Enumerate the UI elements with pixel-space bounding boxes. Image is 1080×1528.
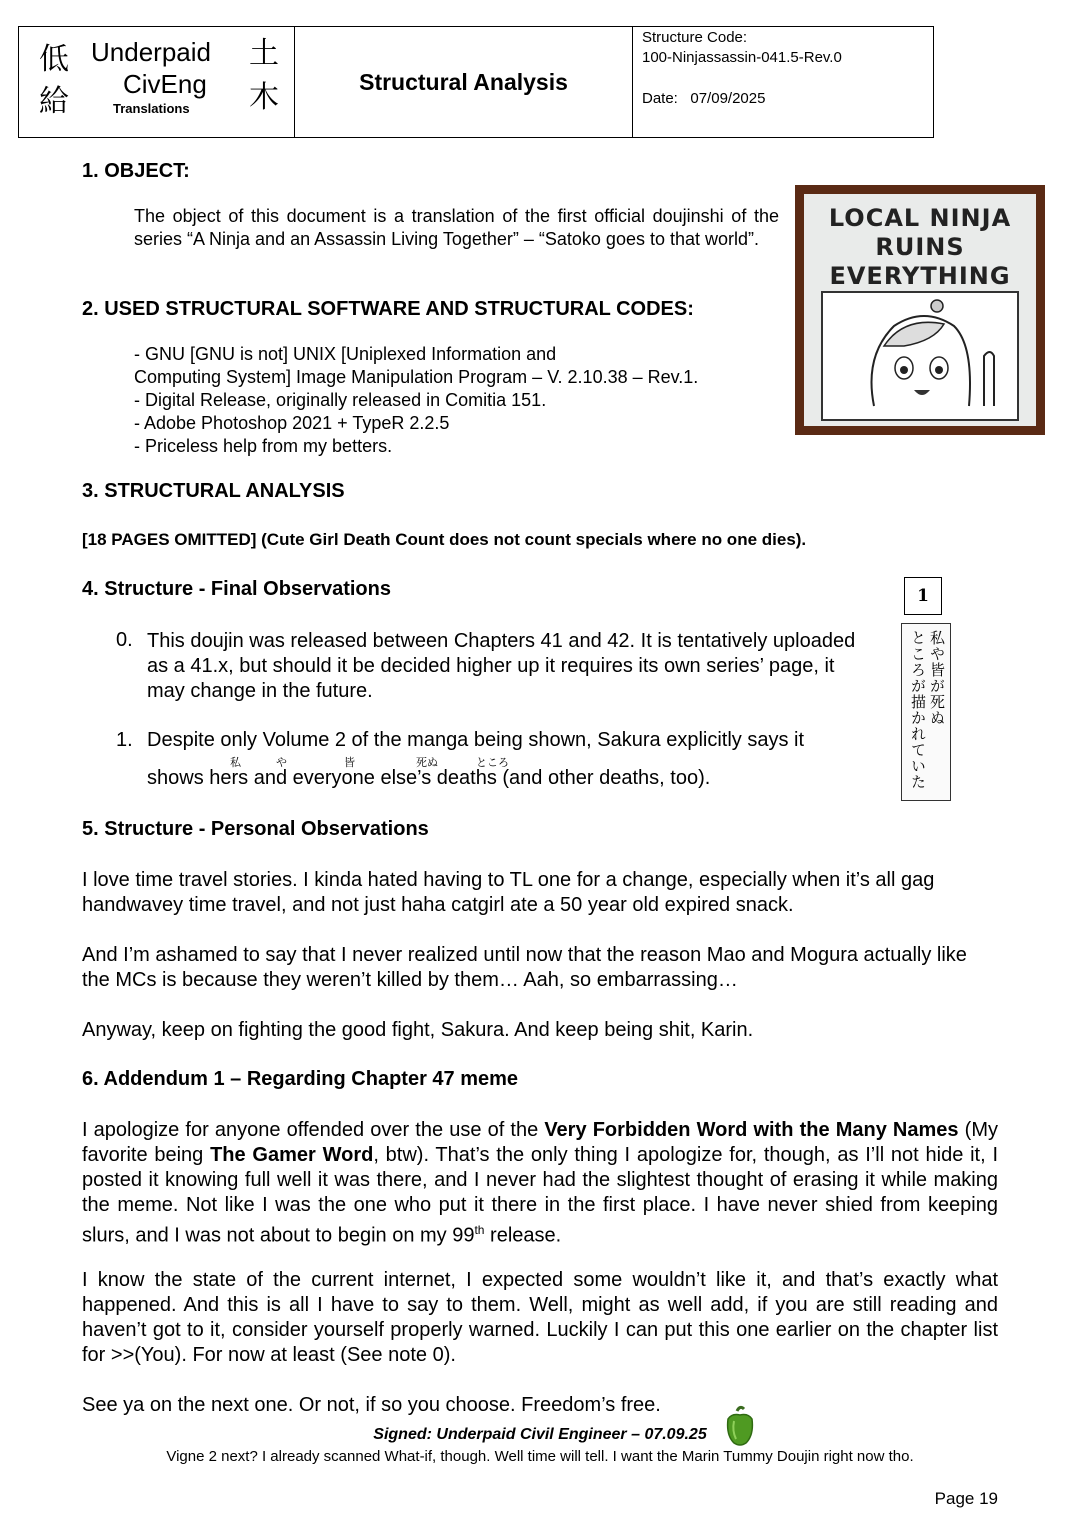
omitted-pages-note: [18 PAGES OMITTED] (Cute Girl Death Count does not count specials where no one dies).	[82, 530, 807, 549]
japanese-note-strip	[901, 623, 951, 801]
addendum-paragraph: I know the state of the current internet, I expected some wouldn’t like it, and that’s exactly what happened. And this is all I have to say to them. Well, might as well add, if you are still reading and haven’t got to it, consider yourself properly warned. Luckily I can put this one earlier on the chapter list for >>(You). For now at least (See note 0).	[82, 1269, 998, 1366]
japanese-note-column: 私や皆が死ぬ	[928, 630, 946, 726]
manga-panel-inner	[804, 194, 1036, 426]
ruby-text: 皆	[344, 756, 355, 769]
personal-observation-paragraph: I love time travel stories. I kinda hated having to TL one for a change, especially when it’s all gag handwavey time travel, and not just haha catgirl ate a 50 year old expired snack.	[82, 869, 935, 916]
ruby-text: や	[276, 756, 287, 769]
logo-text-line3: Translations	[113, 101, 190, 116]
personal-observation-paragraph: And I’m ashamed to say that I never realized until now that the reason Mao and Mogura actually like the MCs is because they weren’t killed by them… Aah, so embarrassing…	[82, 944, 967, 991]
structure-code-label: Structure Code:	[642, 29, 748, 46]
personal-observation-paragraph: Anyway, keep on fighting the good fight, Sakura. And keep being shit, Karin.	[82, 1019, 754, 1041]
software-item: - Adobe Photoshop 2021 + TypeR 2.2.5	[134, 413, 450, 433]
ordinal-suffix: th	[474, 1223, 485, 1237]
logo-kanji: 給	[39, 84, 69, 119]
document-header	[18, 26, 934, 138]
date-label: Date:	[642, 90, 678, 107]
logo-block	[19, 27, 295, 137]
observation-1-line1: Despite only Volume 2 of the manga being shown, Sakura explicitly says it	[147, 729, 805, 751]
panel-caption-line1: LOCAL NINJA	[828, 204, 1012, 232]
panel-caption-line2: RUINS	[875, 233, 965, 261]
panel-caption	[804, 204, 1036, 291]
addendum-text: , btw). That’s the only thing I apologize for, though, as I’ll not hide it, I posted it knowing full well it was there, and I never had the slightest thought of erasing it while making the meme. Not like I was the one who put it there in the first place. I have never shied from keeping slurs, and I was not about to begin on my 99	[82, 1144, 998, 1247]
software-list	[134, 343, 794, 458]
addendum-bold-text: Very Forbidden Word with the Many Names	[544, 1119, 959, 1141]
logo-text-line1: Underpaid	[91, 37, 211, 67]
section-2-heading: 2. USED STRUCTURAL SOFTWARE AND STRUCTURAL CODES:	[82, 298, 694, 320]
logo-kanji: 木	[249, 80, 279, 115]
software-item: - Digital Release, originally released in Comitia 151.	[134, 390, 547, 410]
ruby-text: ところ	[476, 756, 509, 769]
observation-1-number: 1.	[116, 729, 133, 751]
section-5-heading: 5. Structure - Personal Observations	[82, 818, 429, 840]
observation-0-number: 0.	[116, 629, 133, 651]
software-item: Computing System] Image Manipulation Program – V. 2.10.38 – Rev.1.	[134, 367, 699, 387]
observation-1-line2: shows hers and everyone else’s deaths (and other deaths, too).	[147, 767, 711, 789]
note-number-box: 1	[904, 577, 942, 615]
section-3-heading: 3. STRUCTURAL ANALYSIS	[82, 480, 345, 502]
code-block	[633, 27, 933, 137]
document-title: Structural Analysis	[359, 68, 568, 95]
title-block	[295, 27, 633, 137]
software-item: - Priceless help from my betters.	[134, 436, 393, 456]
addendum-bold-text: The Gamer Word	[210, 1144, 374, 1166]
date-value: 07/09/2025	[690, 90, 766, 107]
panel-caption-line3: EVERYTHING	[829, 262, 1011, 290]
closing-line: See ya on the next one. Or not, if so you choose. Freedom’s free.	[82, 1394, 661, 1416]
signature: Signed: Underpaid Civil Engineer – 07.09.25	[373, 1426, 707, 1443]
date-line	[642, 90, 765, 107]
logo-kanji: 低	[39, 42, 69, 77]
addendum-text: I apologize for anyone offended over the use of the	[82, 1119, 545, 1141]
footer-note: Vigne 2 next? I already scanned What-if, though. Well time will tell. I want the Marin Tummy Doujin right now tho.	[166, 1448, 914, 1465]
section-1-text: The object of this document is a translation of the first official doujinshi of the series “A Ninja and an Assassin Living Together” – “Satoko goes to that world”.	[134, 206, 779, 249]
addendum-paragraph	[82, 1118, 998, 1249]
page-number: Page 19	[934, 1489, 998, 1508]
structure-code: 100-Ninjassassin-041.5-Rev.0	[642, 49, 842, 66]
software-item: - GNU [GNU is not] UNIX [Uniplexed Information and	[134, 344, 557, 364]
japanese-note-column: ところが描かれていた	[909, 630, 927, 790]
addendum-text: (My favorite being	[82, 1119, 998, 1166]
observation-0-text: This doujin was released between Chapters 41 and 42. It is tentatively uploaded as a 41.x, but should it be decided higher up it requires its own series’ page, it may change in the future.	[147, 630, 856, 702]
logo-kanji: 土	[249, 36, 279, 71]
logo-text-line2: CivEng	[123, 69, 207, 99]
section-4-heading: 4. Structure - Final Observations	[82, 578, 391, 600]
ruby-text: 私	[230, 756, 241, 769]
ninja-girl-illustration	[804, 286, 1036, 426]
section-6-heading: 6. Addendum 1 – Regarding Chapter 47 meme	[82, 1068, 519, 1090]
manga-panel-image	[795, 185, 1045, 435]
ruby-text: 死ぬ	[416, 756, 438, 769]
section-1-heading: 1. OBJECT:	[82, 160, 190, 182]
addendum-text: release.	[484, 1224, 562, 1247]
